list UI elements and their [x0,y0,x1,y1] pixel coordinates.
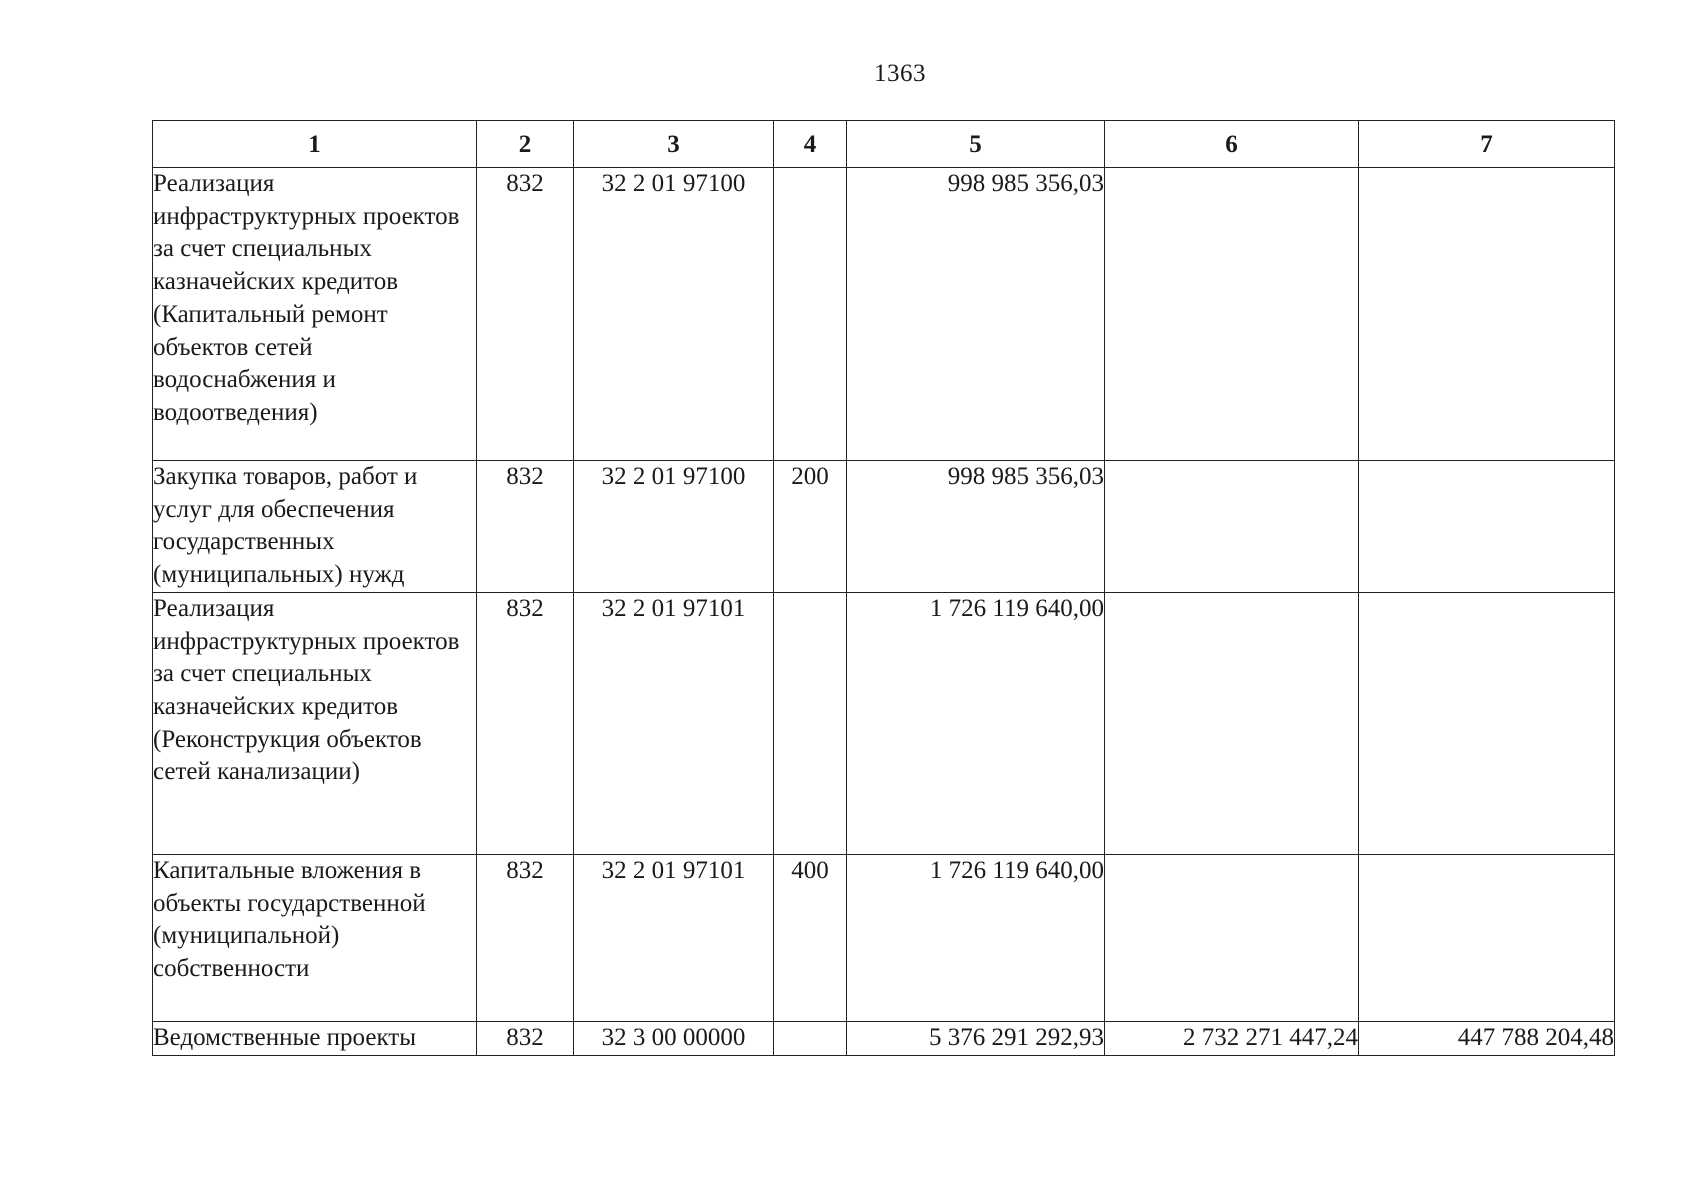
table-row [153,461,1615,593]
column-header-2: 2 [477,121,574,168]
row-expense-type [774,1021,847,1055]
row-amount-7 [1359,461,1615,593]
row-code: 832 [477,1021,574,1055]
table-row [153,168,1615,461]
row-code: 832 [477,592,574,854]
table-row [153,854,1615,1021]
row-target-article: 32 2 01 97101 [574,854,774,1021]
row-code: 832 [477,854,574,1021]
row-amount-6: 2 732 271 447,24 [1105,1021,1359,1055]
row-name: Реализация инфраструктурных проектов за счет специальных казначейских кредитов (Капитальный ремонт объектов сетей водоснабжения и водоотведения) [153,168,477,461]
row-amount-5: 1 726 119 640,00 [847,854,1105,1021]
row-amount-6 [1105,854,1359,1021]
row-code: 832 [477,461,574,593]
row-target-article: 32 2 01 97101 [574,592,774,854]
row-amount-5: 998 985 356,03 [847,461,1105,593]
row-amount-7 [1359,168,1615,461]
row-amount-7 [1359,854,1615,1021]
budget-table [152,120,1615,1056]
row-expense-type [774,168,847,461]
row-expense-type: 200 [774,461,847,593]
column-header-5: 5 [847,121,1105,168]
page-number: 1363 [874,60,926,87]
row-name: Реализация инфраструктурных проектов за счет специальных казначейских кредитов (Реконструкция объектов сетей канализации) [153,592,477,854]
row-target-article: 32 3 00 00000 [574,1021,774,1055]
header-row [153,121,1615,168]
row-name: Капитальные вложения в объекты государственной (муниципальной) собственности [153,854,477,1021]
column-header-3: 3 [574,121,774,168]
row-name: Ведомственные проекты [153,1021,477,1055]
column-header-7: 7 [1359,121,1615,168]
row-name: Закупка товаров, работ и услуг для обеспечения государственных (муниципальных) нужд [153,461,477,593]
table-row [153,1021,1615,1055]
column-header-1: 1 [153,121,477,168]
row-amount-5: 1 726 119 640,00 [847,592,1105,854]
row-expense-type: 400 [774,854,847,1021]
row-amount-7 [1359,592,1615,854]
row-amount-5: 5 376 291 292,93 [847,1021,1105,1055]
row-amount-6 [1105,461,1359,593]
row-target-article: 32 2 01 97100 [574,168,774,461]
row-code: 832 [477,168,574,461]
row-amount-6 [1105,592,1359,854]
row-amount-5: 998 985 356,03 [847,168,1105,461]
column-header-4: 4 [774,121,847,168]
row-amount-7: 447 788 204,48 [1359,1021,1615,1055]
table-row [153,592,1615,854]
row-amount-6 [1105,168,1359,461]
row-target-article: 32 2 01 97100 [574,461,774,593]
row-expense-type [774,592,847,854]
column-header-6: 6 [1105,121,1359,168]
